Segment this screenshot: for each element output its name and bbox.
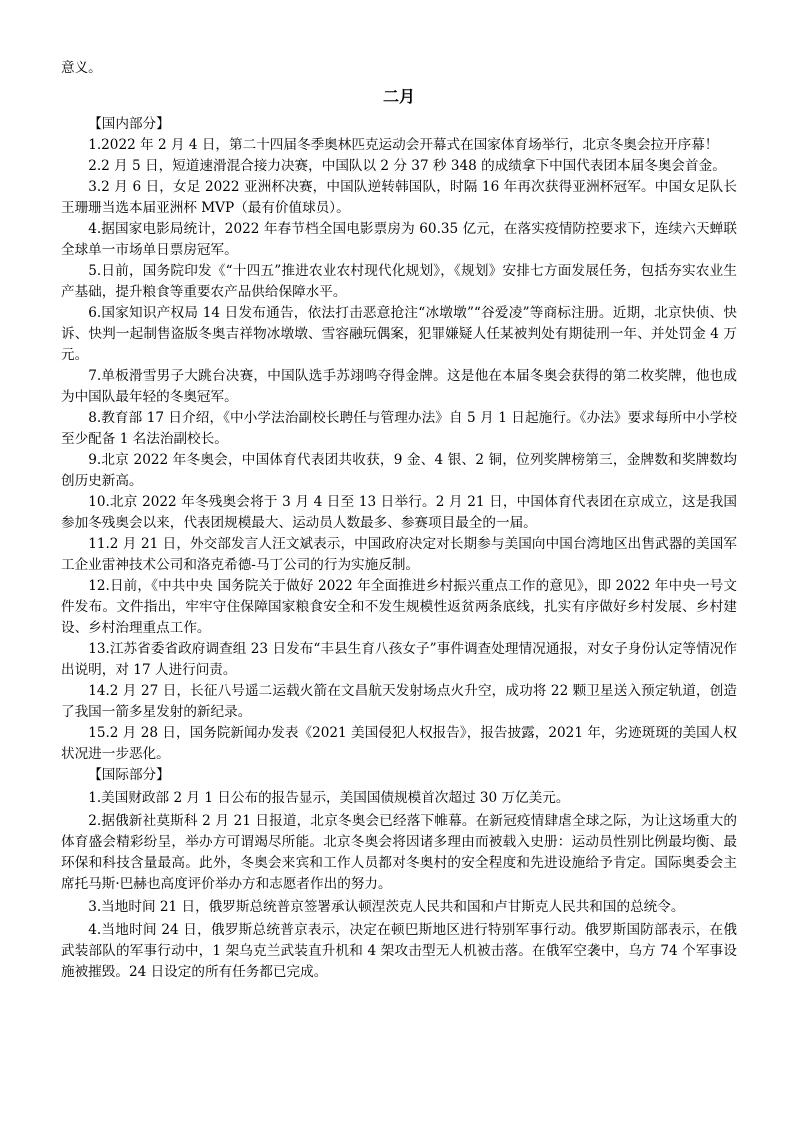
- domestic-item: 5.日前，国务院印发《“十四五”推进农业农村现代化规划》，《规划》安排七方面发展任务，包括夯实农业生产基础，提升粮食等重要农产品供给保障水平。: [61, 263, 737, 300]
- domestic-item: 4.据国家电影局统计，2022 年春节档全国电影票房为 60.35 亿元，在落实疫情防控要求下，连续六天蝉联全球单一市场单日票房冠军。: [61, 221, 737, 258]
- international-item: 1.美国财政部 2 月 1 日公布的报告显示，美国国债规模首次超过 30 万亿美元。: [88, 790, 570, 806]
- international-item: 2.据俄新社莫斯科 2 月 21 日报道，北京冬奥会已经落下帷幕。在新冠疫情肆虐全球之际，为让这场重大的体育盛会精彩纷呈，举办方可谓竭尽所能。北京冬奥会将因诸多理由而被载入史册：运动员性别比例最均衡、最环保和科技含量最高。此外，冬奥会来宾和工作人员都对冬奥村的安全程度和先进设施给予肯定。国际奥委会主席托马斯·巴赫也高度评价举办方和志愿者作出的努力。: [61, 813, 737, 892]
- month-title: 二月: [382, 87, 415, 106]
- domestic-item: 7.单板滑雪男子大跳台决赛，中国队选手苏翊鸣夺得金牌。这是他在本届冬奥会获得的第二枚奖牌，他也成为中国队最年轻的冬奥冠军。: [61, 368, 737, 405]
- international-section: [61, 765, 737, 983]
- domestic-item: 2.2 月 5 日，短道速滑混合接力决赛，中国队以 2 分 37 秒 348 的成绩拿下中国代表团本届冬奥会首金。: [88, 158, 726, 174]
- domestic-item: 14.2 月 27 日，长征八号遥二运载火箭在文昌航天发射场点火升空，成功将 22 颗卫星送入预定轨道，创造了我国一箭多星发射的新纪录。: [61, 683, 737, 720]
- international-item: 3.当地时间 21 日，俄罗斯总统普京签署承认顿涅茨克人民共和国和卢甘斯克人民共和国的总统令。: [88, 899, 685, 915]
- domestic-item: 3.2 月 6 日，女足 2022 亚洲杯决赛，中国队逆转韩国队，时隔 16 年再次获得亚洲杯冠军。中国女足队长王珊珊当选本届亚洲杯 MVP（最有价值球员）。: [61, 179, 737, 216]
- domestic-item: 11.2 月 21 日，外交部发言人汪文斌表示，中国政府决定对长期参与美国向中国台湾地区出售武器的美国军工企业雷神技术公司和洛克希德-马丁公司的行为实施反制。: [61, 536, 737, 573]
- domestic-item: 9.北京 2022 年冬奥会，中国体育代表团共收获，9 金、4 银、2 铜，位列奖牌榜第三，金牌数和奖牌数均创历史新高。: [61, 452, 737, 489]
- domestic-heading: 【国内部分】: [88, 116, 170, 132]
- lead-text: 意义。: [61, 60, 102, 76]
- domestic-section: [61, 114, 737, 765]
- domestic-item: 13.江苏省委省政府调查组 23 日发布“丰县生育八孩女子”事件调查处理情况通报，对女子身份认定等情况作出说明，对 17 人进行问责。: [61, 641, 737, 678]
- international-item: 4.当地时间 24 日，俄罗斯总统普京表示，决定在顿巴斯地区进行特别军事行动。俄罗斯国防部表示，在俄武装部队的军事行动中，1 架乌克兰武装直升机和 4 架攻击型无人机被击落。在俄军空袭中，乌方 74 个军事设施被摧毁。24 日设定的所有任务都已完成。: [61, 922, 737, 980]
- domestic-item: 1.2022 年 2 月 4 日，第二十四届冬季奥林匹克运动会开幕式在国家体育场举行，北京冬奥会拉开序幕！: [88, 137, 719, 153]
- domestic-item: 12.日前，《中共中央 国务院关于做好 2022 年全面推进乡村振兴重点工作的意见》，即 2022 年中央一号文件发布。文件指出，牢牢守住保障国家粮食安全和不发生规模性返贫两条底线，扎实有序做好乡村发展、乡村建设、乡村治理重点工作。: [61, 578, 737, 636]
- international-heading: 【国际部分】: [88, 767, 170, 783]
- domestic-item: 15.2 月 28 日，国务院新闻办发表《2021 美国侵犯人权报告》，报告披露，2021 年，劣迹斑斑的美国人权状况进一步恶化。: [61, 725, 737, 762]
- domestic-item: 8.教育部 17 日介绍，《中小学法治副校长聘任与管理办法》自 5 月 1 日起施行。《办法》要求每所中小学校至少配备 1 名法治副校长。: [61, 410, 737, 447]
- domestic-item: 10.北京 2022 年冬残奥会将于 3 月 4 日至 13 日举行。2 月 21 日，中国体育代表团在京成立，这是我国参加冬残奥会以来，代表团规模最大、运动员人数最多、参赛项目最全的一届。: [61, 494, 737, 531]
- document-page: [61, 58, 737, 983]
- domestic-item: 6.国家知识产权局 14 日发布通告，依法打击恶意抢注“冰墩墩”“谷爱凌”等商标注册。近期，北京快侦、快诉、快判一起制售盗版冬奥吉祥物冰墩墩、雪容融玩偶案，犯罪嫌疑人任某被判处有期徒刑一年、并处罚金 4 万元。: [61, 305, 737, 363]
